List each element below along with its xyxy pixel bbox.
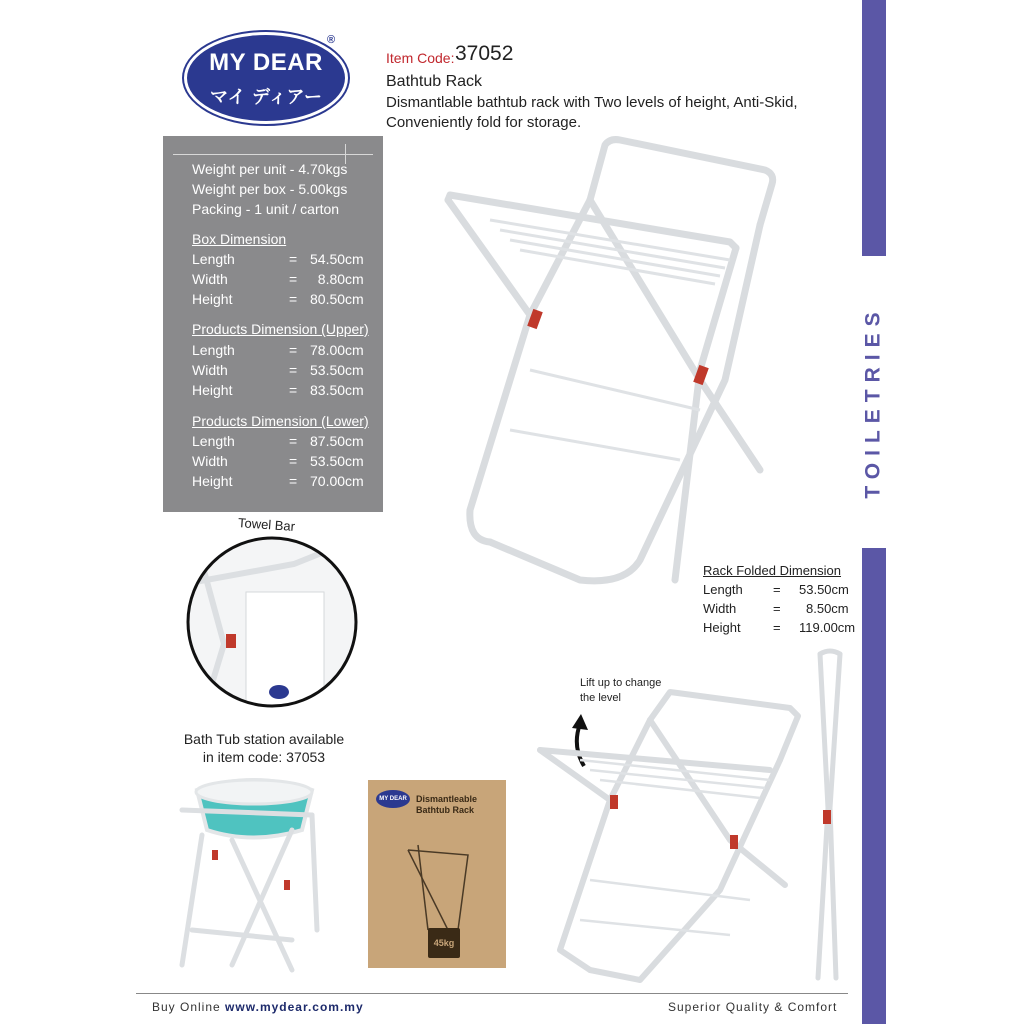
weight-per-box: Weight per box - 5.00kgs xyxy=(192,181,348,197)
brand-logo xyxy=(184,32,348,124)
spec-panel xyxy=(163,136,383,512)
bathtub-rack-image xyxy=(430,130,800,600)
spec-row: Height = 83.50cm xyxy=(192,382,364,398)
footer-divider xyxy=(136,993,848,994)
spec-row: Width = 8.80cm xyxy=(192,271,364,287)
logo-text: MY DEAR xyxy=(209,49,323,76)
product-description: Dismantlable bathtub rack with Two levels of height, Anti-Skid, Conveniently fold for storage. xyxy=(386,94,798,131)
tub-station-caption: Bath Tub station available in item code: 37053 xyxy=(183,731,345,765)
item-code-label: Item Code: xyxy=(386,50,455,66)
box-dimension-title: Box Dimension xyxy=(192,231,287,247)
box-weight-badge: 45kg xyxy=(428,928,460,958)
item-code: 37052 xyxy=(455,42,514,65)
bath-tub-station-image xyxy=(172,770,332,980)
spec-row: Width = 53.50cm xyxy=(192,453,364,469)
upper-dimension-title: Products Dimension (Upper) xyxy=(192,321,369,337)
spec-row: Height = 80.50cm xyxy=(192,291,364,307)
spec-row: Length = 87.50cm xyxy=(192,433,364,449)
folded-dimension-block xyxy=(703,563,856,639)
towel-bar-detail-image xyxy=(184,534,360,710)
spec-row: Height = 70.00cm xyxy=(192,473,364,489)
spec-row: Height = 119.00cm xyxy=(703,620,856,635)
spec-row: Width = 53.50cm xyxy=(192,362,364,378)
footer-tagline: Superior Quality & Comfort xyxy=(668,1000,838,1014)
rack-folded-image xyxy=(806,648,850,988)
lower-dimension-title: Products Dimension (Lower) xyxy=(192,413,369,429)
lift-caption: Lift up to change the level xyxy=(580,677,662,704)
towel-bar-caption: Towel Bar xyxy=(237,515,296,534)
product-box-image xyxy=(368,780,506,968)
box-rack-drawing xyxy=(398,830,478,940)
spec-row: Width = 8.50cm xyxy=(703,601,849,616)
box-title: Dismantleable Bathtub Rack xyxy=(416,794,478,815)
registered-mark: ® xyxy=(327,34,336,46)
logo-subtext: マイ ディアー xyxy=(210,87,322,108)
footer-buy-online: Buy Online www.mydear.com.my xyxy=(152,1000,364,1014)
weight-per-unit: Weight per unit - 4.70kgs xyxy=(192,161,348,177)
box-logo: MY DEAR xyxy=(376,790,410,808)
spec-row: Length = 54.50cm xyxy=(192,251,364,267)
product-name: Bathtub Rack xyxy=(386,73,483,90)
folded-dimension-title: Rack Folded Dimension xyxy=(703,563,842,578)
rack-lifted-image xyxy=(530,680,810,990)
spec-row: Length = 53.50cm xyxy=(703,582,849,597)
category-label: TOILETRIES xyxy=(862,305,886,499)
spec-row: Length = 78.00cm xyxy=(192,342,364,358)
website-link[interactable]: www.mydear.com.my xyxy=(225,1000,364,1014)
packing: Packing - 1 unit / carton xyxy=(192,201,340,217)
panel-divider xyxy=(173,154,373,155)
